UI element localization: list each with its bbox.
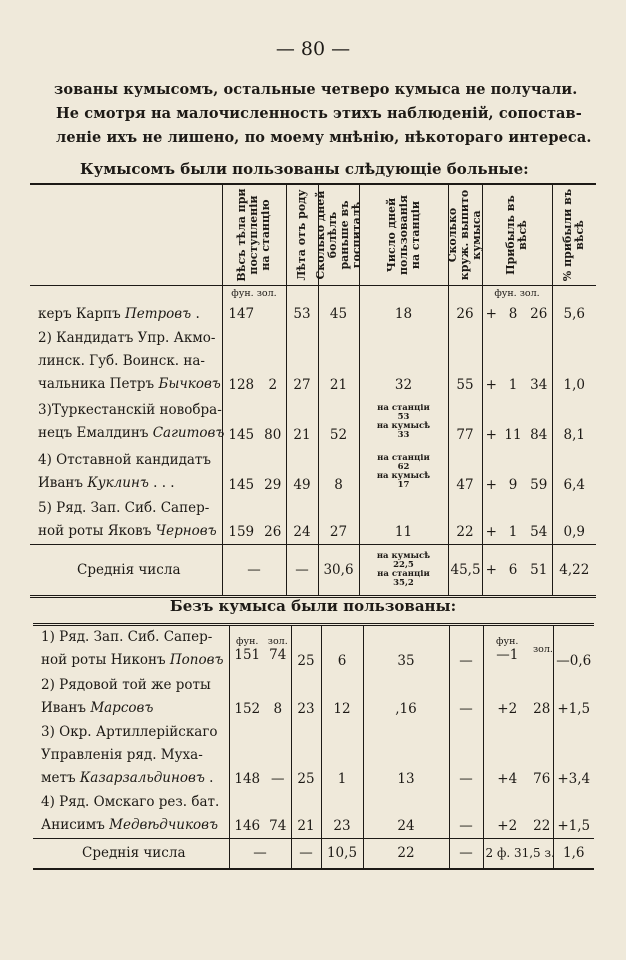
table-row: 4) Ряд. Омскаго рез. бат. Анисимъ Медвѣдчиковъ 146 74 21 23 24 — +2 22 +1,5 — [33, 791, 594, 839]
kumys-patients-table — [30, 183, 596, 598]
patient-surname: Медвѣдчиковъ — [109, 817, 219, 834]
column-header: Вѣсъ тѣла при поступленіи на станцію — [222, 184, 286, 286]
column-header: Число дней пользованія на станціи — [359, 184, 448, 286]
patient-surname: Черновъ — [155, 523, 217, 540]
section-title: Безъ кумыса были пользованы: — [169, 597, 457, 615]
unit-row: фун. зол. фун. зол. — [30, 286, 596, 302]
column-header: Лѣта отъ роду — [286, 184, 318, 286]
page-number: — 80 — — [275, 38, 351, 60]
patient-surname: Марсовъ — [90, 699, 154, 716]
table-row: 5) Ряд. Зап. Сиб. Сапер- ной роты Яковъ Черновъ 159 26 24 27 11 22 + 1 54 0,9 — [30, 497, 596, 545]
patient-surname: Петровъ — [124, 306, 192, 322]
table-row: 2) Рядовой той же роты Иванъ Марсовъ 152 8 23 12 ,16 — +2 28 +1,5 — [33, 673, 594, 721]
patient-surname: Бычковъ — [158, 376, 221, 392]
patient-surname: Поповъ — [169, 652, 224, 669]
column-header: Сколько круж. выпито кумыса — [448, 184, 482, 286]
paragraph-line: Не смотря на малочисленность этихъ наблюденій, сопостав- — [56, 105, 582, 122]
column-header: % прибыли въ вѣсѣ — [552, 184, 596, 286]
table-row: 1) Ряд. Зап. Сиб. Сапер- ной роты Никонъ Поповъ фун. 151 зол. 74 25 6 35 — фун. —1 зол. —0,6 — [33, 625, 594, 673]
table-row: 2) Кандидатъ Упр. Акмо- линск. Губ. Воинск. на- чальника Петръ Бычковъ 128 2 27 21 32 55 + 1 34 1,0 — [30, 327, 596, 397]
patient-surname: Куклинъ — [87, 474, 149, 491]
body-paragraph — [54, 78, 592, 150]
average-row: Среднія числа — — 30,6 на кумысѣ 22,5 на станціи 35,2 45,5 + 6 51 4,22 — [30, 545, 596, 597]
table-row: 4) Отставной кандидатъ Иванъ Куклинъ . . . 145 29 49 8 на станціи 62 на кумысѣ 17 47 + 9 59 6,4 — [30, 447, 596, 497]
paragraph-line: зованы кумысомъ, остальные четверо кумыса не получали. — [54, 81, 578, 98]
column-header: Сколько дней болѣлъ раньше въ госпиталѣ — [318, 184, 359, 286]
table-caption: Кумысомъ были пользованы слѣдующіе больные: — [80, 160, 529, 178]
no-kumys-patients-table — [33, 623, 594, 870]
paragraph-line: леніе ихъ не лишено, по моему мнѣнію, нѣкотораго интереса. — [56, 129, 592, 146]
table-row: 3) Окр. Артиллерійскаго Управленія ряд. Муха- метъ Казарзальдиновъ . 148 — 25 1 13 — +4 76 +3,4 — [33, 721, 594, 791]
column-header: Прибыль въ вѣсѣ — [482, 184, 552, 286]
patient-surname: Сагитовъ — [152, 424, 225, 441]
table-row: 3)Туркестанскій новобра- нецъ Емалдинъ Сагитовъ 145 80 21 52 на станціи 53 на кумысѣ 33 77 + 11 84 8,1 — [30, 397, 596, 447]
table-row: керъ Карпъ Петровъ . 147 53 45 18 26 + 8 26 5,6 — [30, 302, 596, 327]
average-row: Среднія числа — — 10,5 22 — 2 ф. 31,5 з. 1,6 — [33, 839, 594, 869]
patient-surname: Казарзальдиновъ — [79, 770, 205, 786]
header-row — [30, 184, 596, 286]
